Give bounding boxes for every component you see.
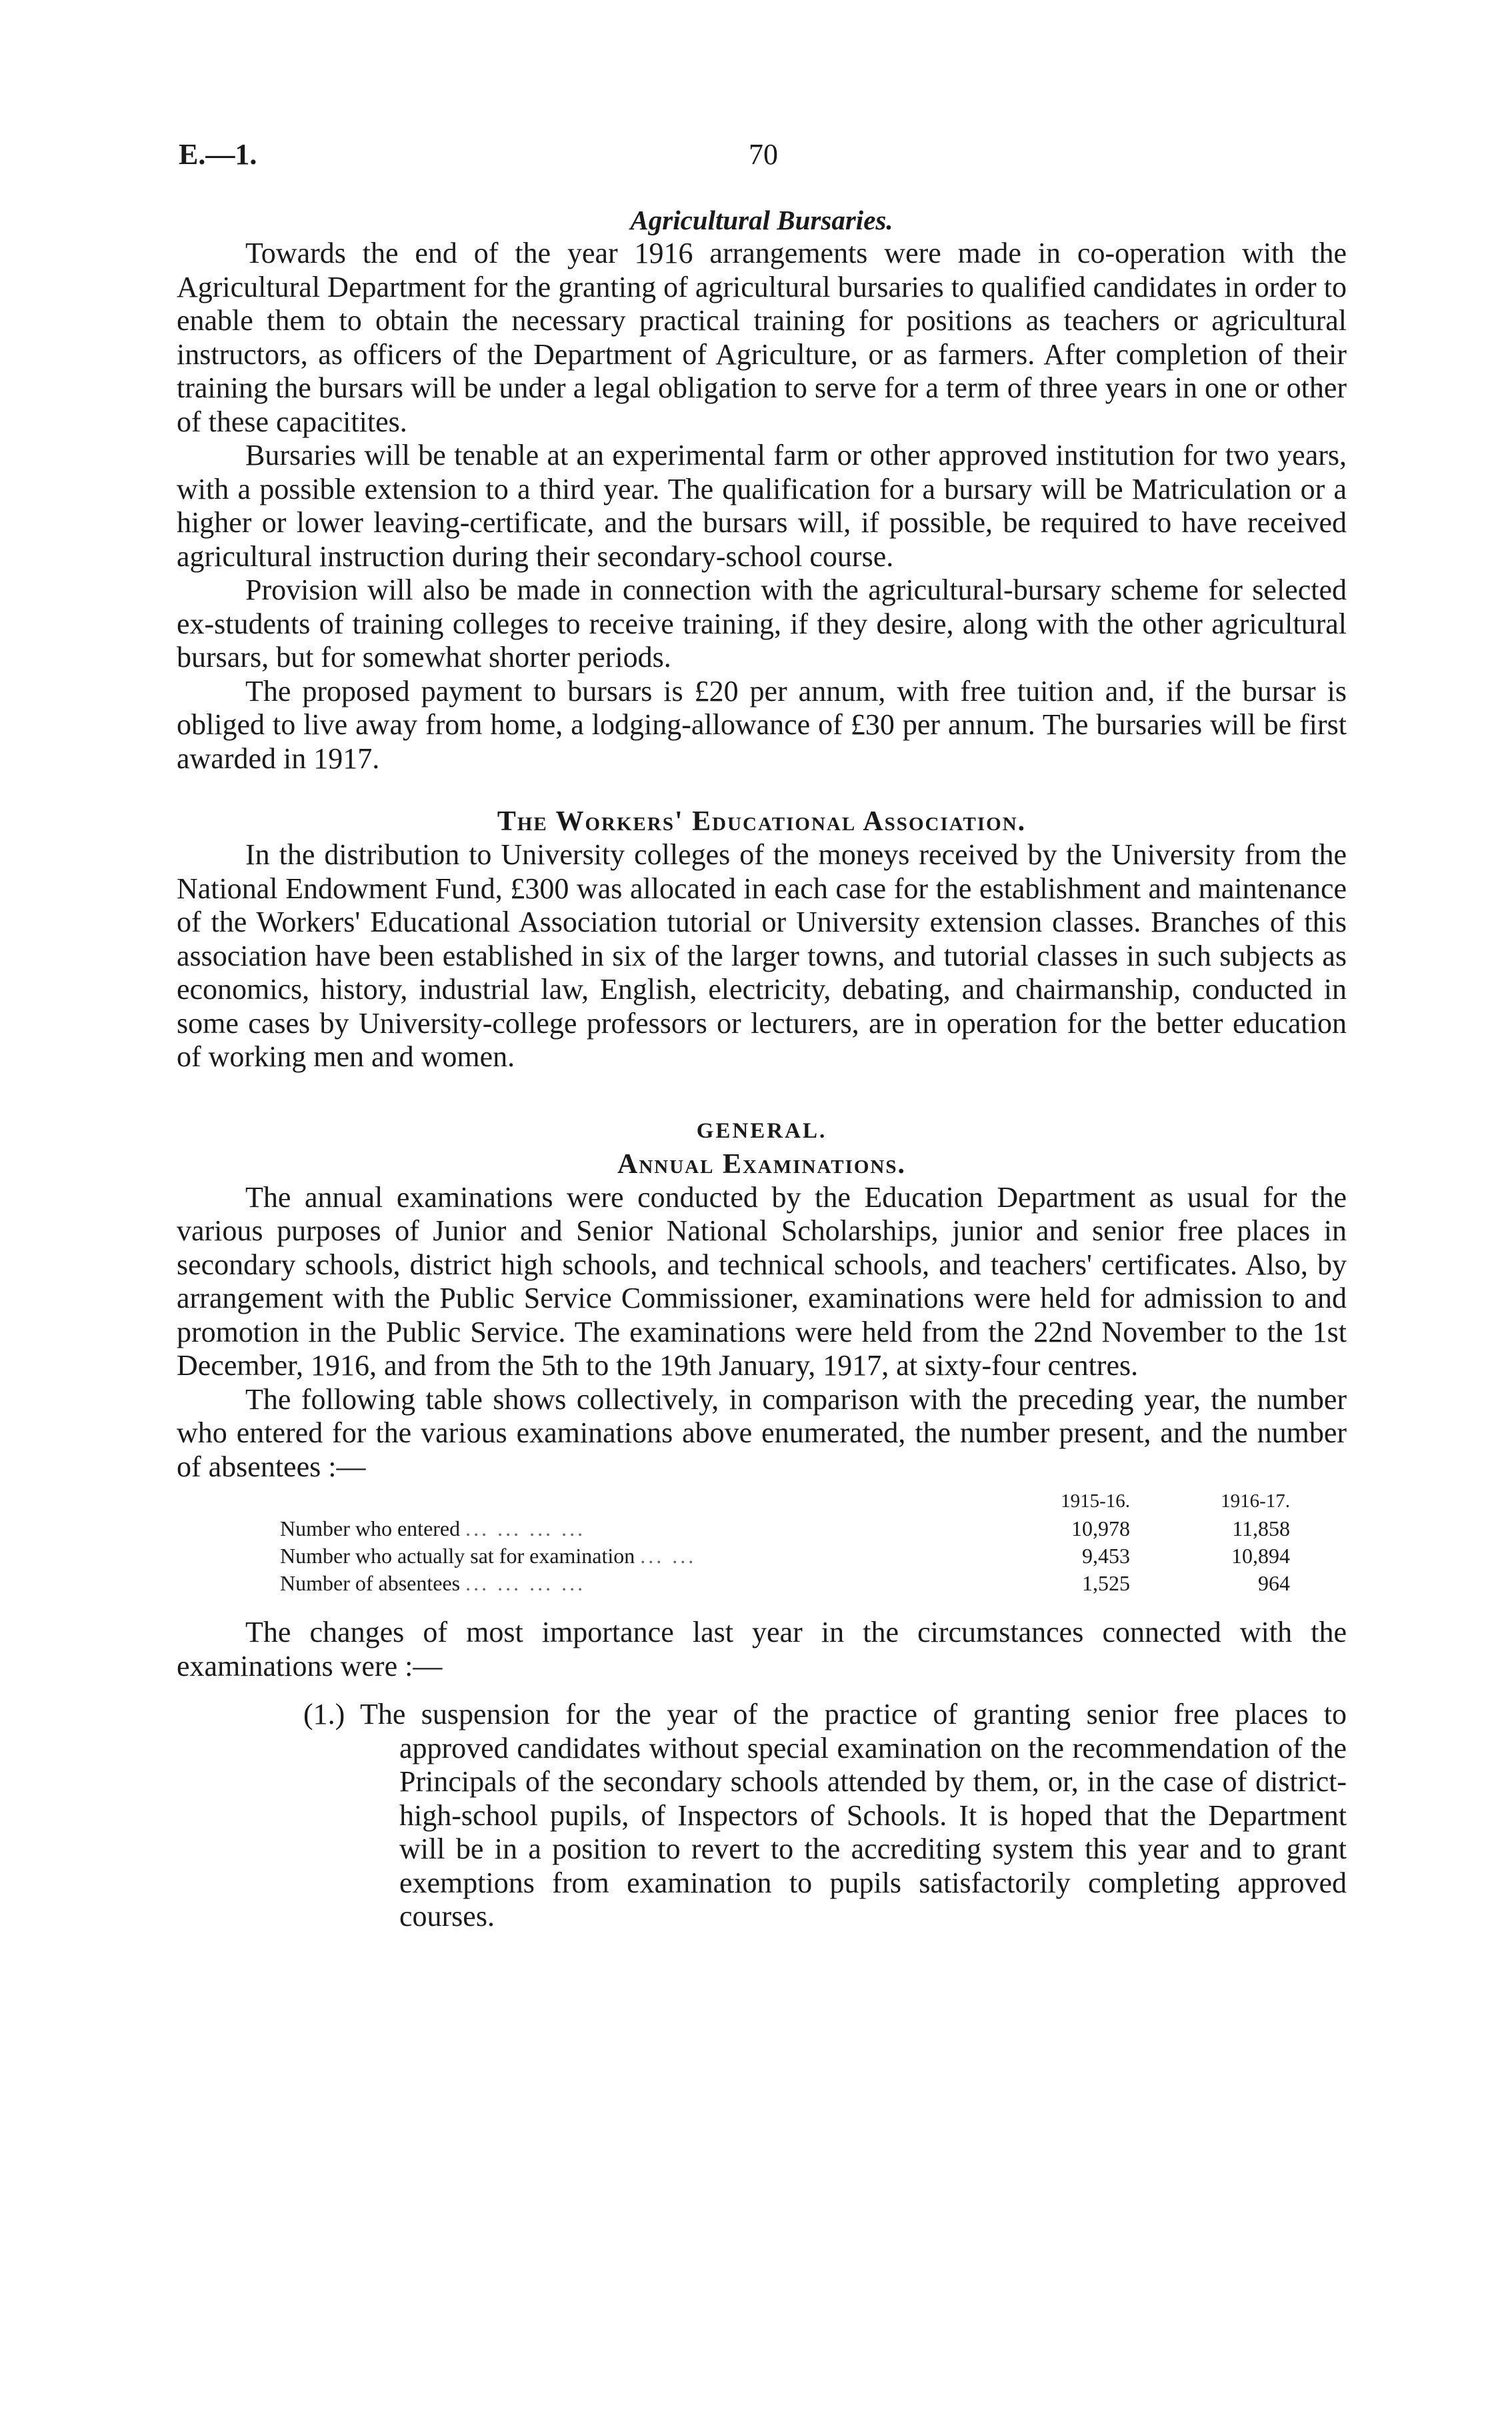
examinations-table [280,1488,1290,1597]
table-header-row [280,1488,1290,1515]
numbered-item-1: (1.) The suspension for the year of the practice of granting senior free places to approved candidates without special examination on the recommendation of the Principals of the secondary schools attended by them, or, in the case of district-high-school pupils, of Inspectors of Schools. It is hoped that the Department will be in a position to revert to the accrediting system this year and to grant exemptions from examination to pupils satisfactorily completing approved courses. [303,1698,1347,1933]
value-1915: 1,525 [1082,1571,1130,1595]
table-row [280,1542,1290,1570]
value-1916: 11,858 [1232,1516,1290,1540]
row-label: Number who actually sat for examination [280,1544,635,1568]
examinations-paragraph: The following table shows collectively, in comparison with the preceding year, the number who entered for the various examinations above enumerated, the number present, and the number of absentees :— [177,1382,1347,1483]
bursaries-paragraph: Towards the end of the year 1916 arrangements were made in co-operation with the Agricultural Department for the granting of agricultural bursaries to qualified candidates in order to enable them to obtain the necessary practical training for positions as teachers or agricultural instructors, as officers of the Department of Agriculture, or as farmers. After completion of their training the bursars will be under a legal obligation to serve for a term of three years in one or other of these capacitites. [177,237,1347,438]
page-header [179,137,1348,184]
value-1916: 10,894 [1231,1544,1290,1568]
table-row [280,1515,1290,1542]
examinations-paragraph: The annual examinations were conducted by the Education Department as usual for the various purposes of Junior and Senior National Scholarships, junior and senior free places in secondary schools, district high schools, and technical schools, and teachers' certificates. Also, by arrangement with the Public Service Commissioner, examinations were held for admission to and promotion in the Public Service. The examinations were held from the 22nd November to the 1st December, 1916, and from the 5th to the 19th January, 1917, at sixty-four centres. [177,1180,1347,1382]
column-header-1916: 1916-17. [1221,1490,1290,1512]
column-header-1915: 1915-16. [1061,1490,1130,1512]
bursaries-paragraph: Provision will also be made in connection with the agricultural-bursary scheme for selected ex-students of training colleges to receive training, if they desire, along with the other agricultural bursars, but for somewhat shorter periods. [177,573,1347,674]
agricultural-bursaries-heading: Agricultural Bursaries. [630,205,893,235]
leader-dots: ... ... ... ... [465,1571,586,1595]
leader-dots: ... ... ... ... [465,1516,586,1540]
row-label: Number of absentees [280,1571,461,1595]
general-heading: GENERAL. [696,1118,827,1143]
table-row [280,1570,1290,1597]
page-body [177,203,1347,1934]
value-1916: 964 [1258,1571,1290,1595]
bursaries-paragraph: The proposed payment to bursars is £20 per annum, with free tuition and, if the bursar is obliged to live away from home, a lodging-allowance of £30 per annum. The bursaries will be first awarded in 1917. [177,674,1347,775]
leader-dots: ... ... [640,1544,697,1568]
value-1915: 9,453 [1082,1544,1130,1568]
bursaries-paragraph: Bursaries will be tenable at an experimental farm or other approved institution for two years, with a possible extension to a third year. The qualification for a bursary will be Matriculation or a higher or lower leaving-certificate, and the bursars will, if possible, be required to have received agricultural instruction during their secondary-school course. [177,439,1347,573]
report-reference: E.—1. [179,138,257,171]
wea-heading: The Workers' Educational Association. [497,806,1027,837]
page-number: 70 [749,138,778,171]
row-label: Number who entered [280,1516,461,1540]
wea-paragraph: In the distribution to University colleges of the moneys received by the University from the National Endowment Fund, £300 was allocated in each case for the establishment and maintenance of the Workers' Educational Association tutorial or University extension classes. Branches of this association have been established in six of the larger towns, and tutorial classes in such subjects as economics, history, industrial law, English, electricity, debating, and chairmanship, conducted in some cases by University-college professors or lecturers, are in operation for the better education of working men and women. [177,838,1347,1073]
annual-examinations-heading: Annual Examinations. [617,1148,906,1180]
changes-intro-paragraph: The changes of most importance last year in the circumstances connected with the examinations were :— [177,1616,1347,1682]
value-1915: 10,978 [1071,1516,1130,1540]
